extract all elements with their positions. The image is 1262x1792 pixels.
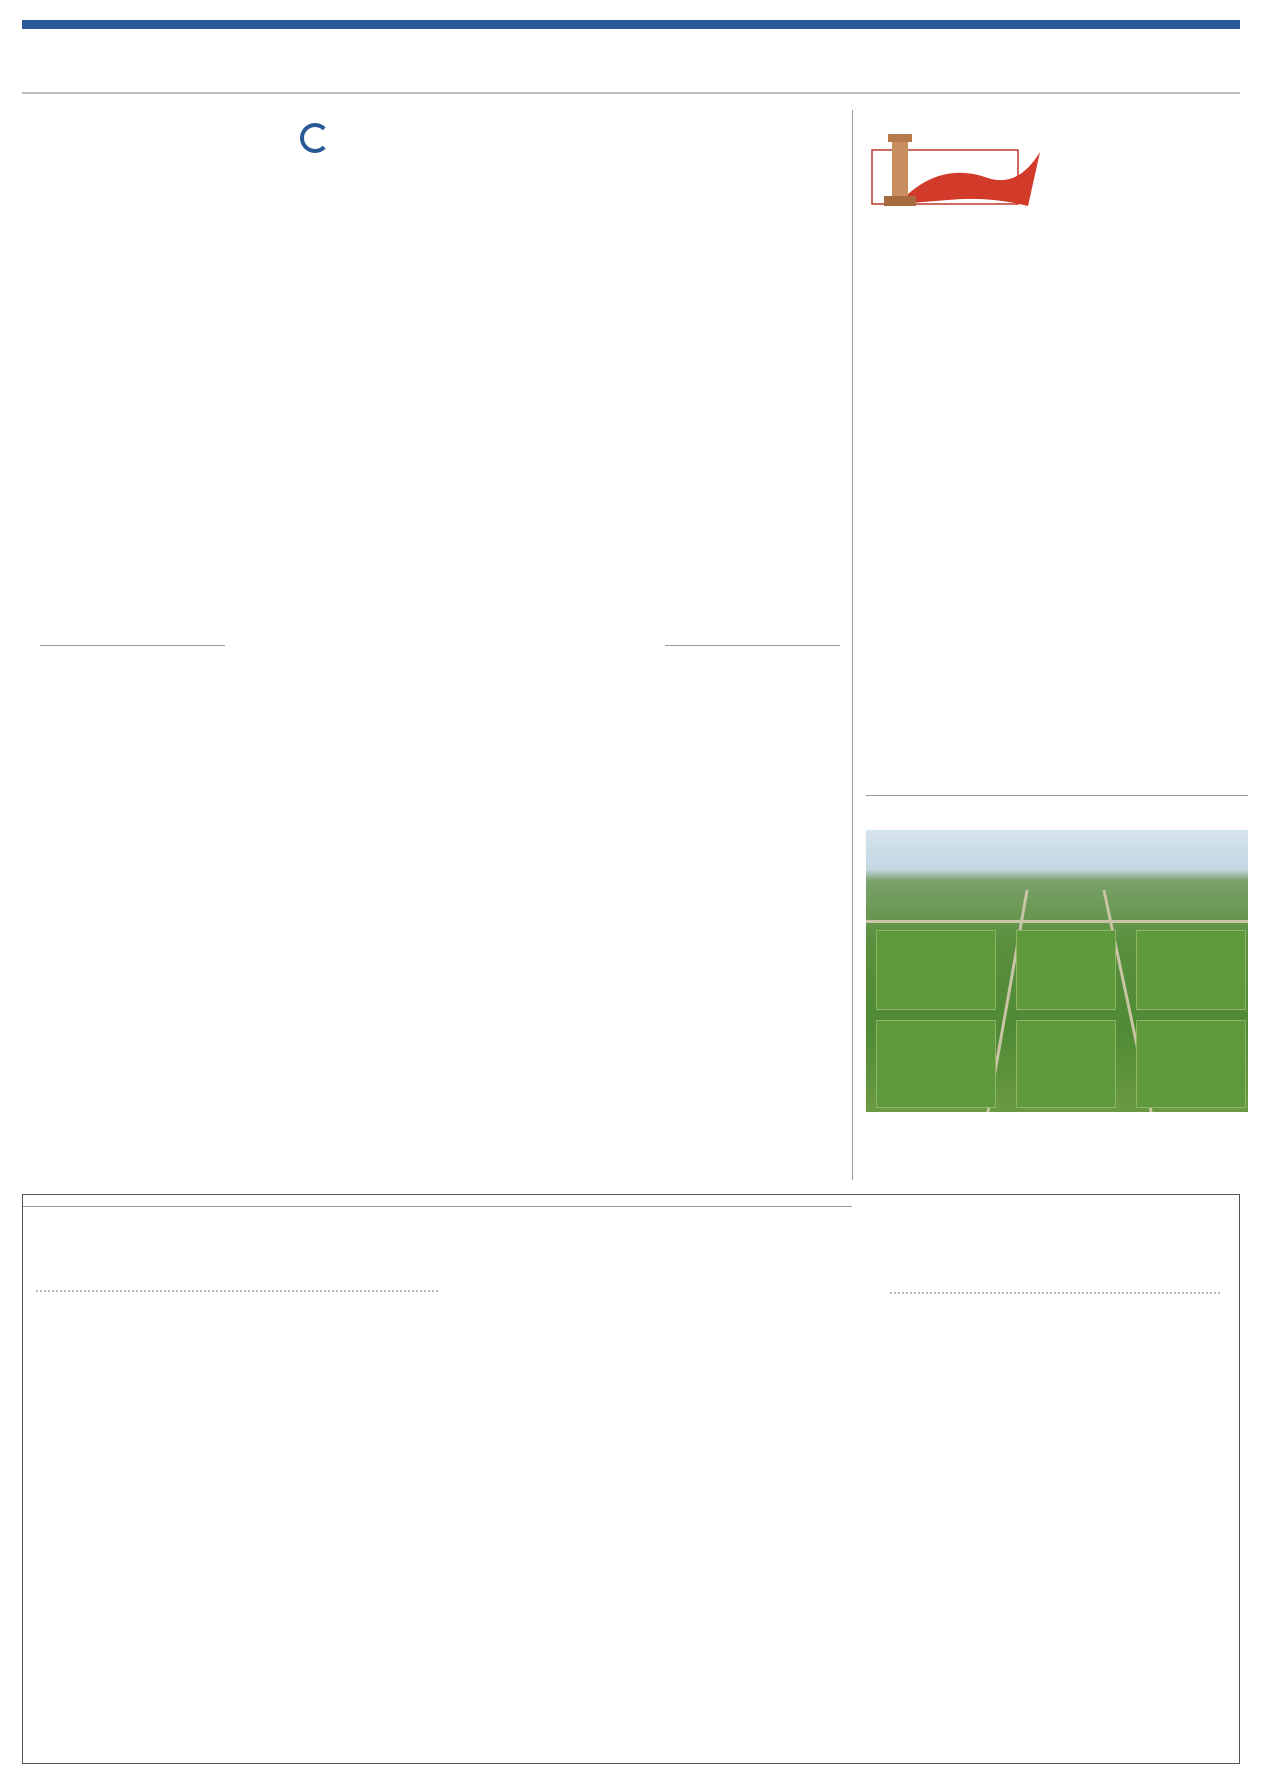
rice-field-photo [866,830,1248,1112]
issue-meta [272,71,314,82]
ad-dotted-rule [890,1292,1220,1294]
article2-headline-area [225,645,665,755]
header-top-bar [22,20,1240,29]
monument-icon [868,130,1044,208]
sidebar-divider [866,795,1248,796]
advertorial-box [22,1194,1240,1764]
press-conference-logo-icon [300,123,330,153]
ad-dotted-rule [36,1290,438,1292]
article1-kicker [300,123,332,153]
memorial-banner [868,130,1044,208]
header-rule [22,92,1240,94]
article1-byline [40,280,840,295]
photo-caption [866,1121,1248,1137]
sidebar-headline [1095,124,1155,414]
column-divider [852,110,853,1180]
